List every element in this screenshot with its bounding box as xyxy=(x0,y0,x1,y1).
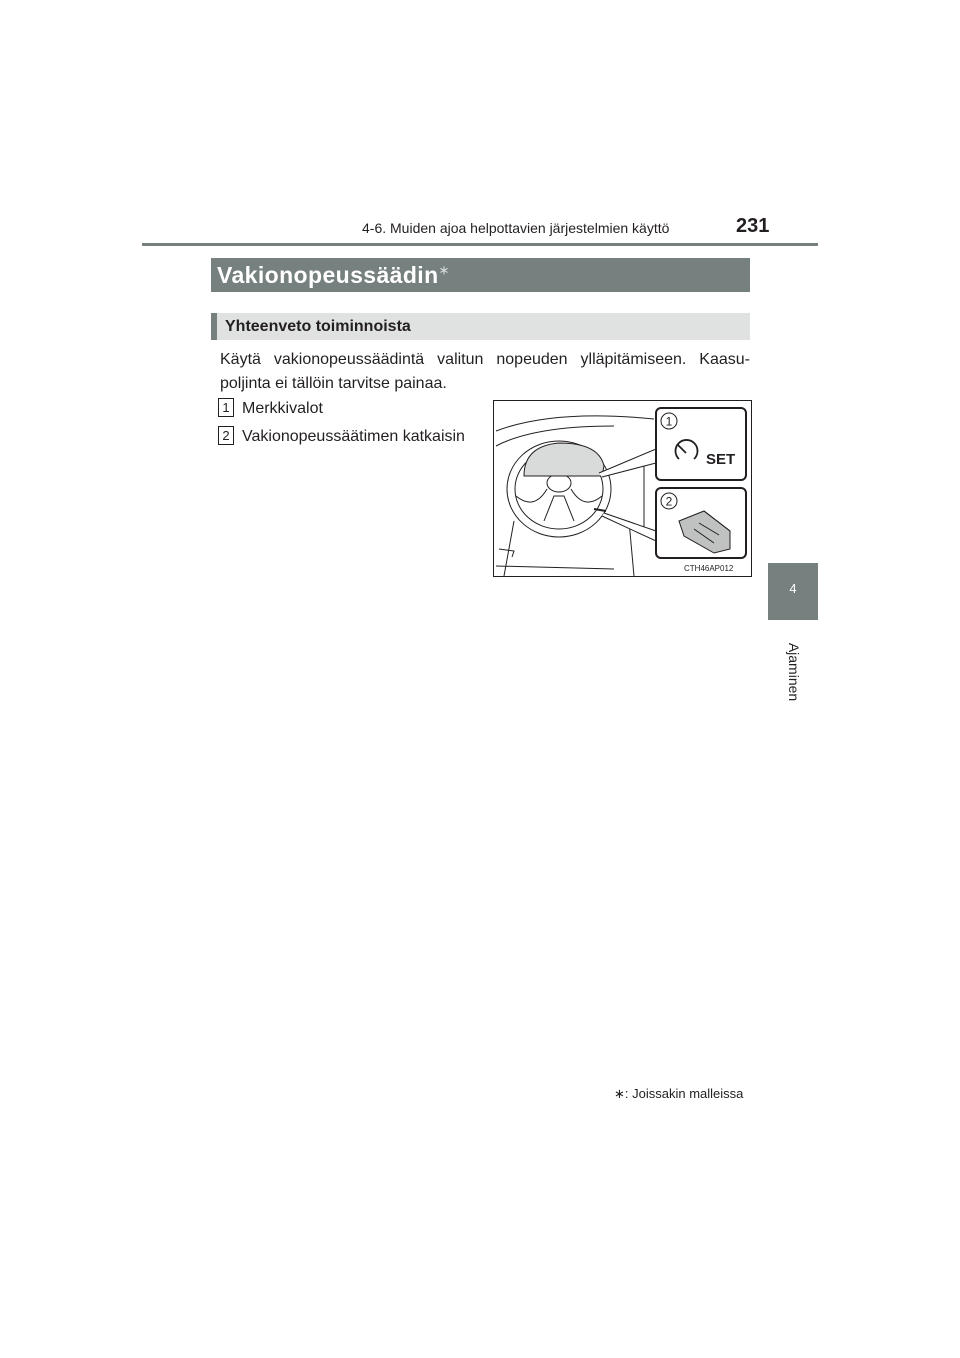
set-indicator: SET xyxy=(706,451,736,468)
windshield-line xyxy=(496,416,654,431)
column-line xyxy=(504,521,514,576)
wheel-spoke-left xyxy=(516,489,547,502)
wheel-spoke-right xyxy=(571,489,602,502)
footnote-marker: ∗ xyxy=(614,1086,625,1101)
header-section-path: 4-6. Muiden ajoa helpottavien järjestelmien käyttö xyxy=(362,220,670,236)
figure-code: CTH46AP012 xyxy=(684,564,734,573)
leader-line-2 xyxy=(602,513,656,541)
cruise-control-illustration xyxy=(493,400,752,577)
chapter-tab xyxy=(768,563,818,620)
page-title-text: Vakionopeussäädin xyxy=(217,262,439,288)
section-heading-bar xyxy=(211,313,750,340)
item-number-badge: 2 xyxy=(218,426,234,445)
footnote-text: : Joissakin malleissa xyxy=(624,1086,744,1101)
callout-number-2: 2 xyxy=(665,494,673,509)
steering-hub xyxy=(547,474,571,492)
floor-line xyxy=(496,566,614,569)
chapter-number: 4 xyxy=(789,581,797,596)
intro-paragraph: Käytä vakionopeussäädintä valitun nopeuden ylläpitämiseen. Kaasu-poljinta ei tällöin tarvitse painaa. xyxy=(220,351,750,392)
item-label: Merkkivalot xyxy=(242,400,323,417)
page-title xyxy=(217,262,450,289)
item-number-badge: 1 xyxy=(218,398,234,417)
instrument-cluster xyxy=(524,443,604,476)
list-item xyxy=(218,426,465,446)
title-marker: ∗ xyxy=(438,262,450,278)
leader-line-1 xyxy=(599,449,656,477)
title-bar xyxy=(211,258,750,292)
callout-number-1: 1 xyxy=(665,414,673,429)
header-rule xyxy=(142,243,818,246)
page-number: 231 xyxy=(736,215,770,237)
list-item xyxy=(218,398,323,418)
chapter-name: Ajaminen xyxy=(786,642,802,702)
wheel-spoke-bottom xyxy=(544,496,574,521)
item-label: Vakionopeussäätimen katkaisin xyxy=(242,428,465,445)
pedal-area xyxy=(499,549,514,557)
section-heading: Yhteenveto toiminnoista xyxy=(225,318,411,335)
dashboard-drawing xyxy=(494,401,751,576)
footnote xyxy=(614,1086,743,1102)
section-accent xyxy=(211,313,217,340)
